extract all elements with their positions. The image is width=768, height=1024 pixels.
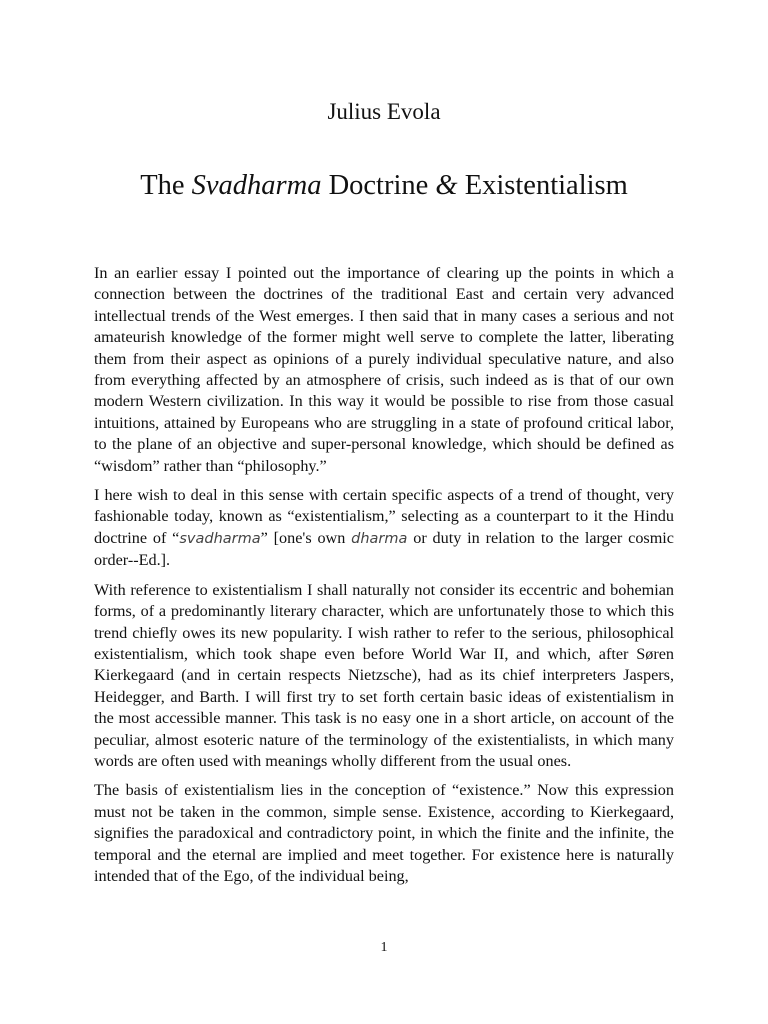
paragraph-4: The basis of existentialism lies in the conception of “existence.” Now this expression must not be taken in the common, simple sense. Existence, according to Kierkegaard, signifies the paradoxical and contradictory point, in which the finite and the infinite, the temporal and the eternal are implied and meet together. For existence here is naturally intended that of the Ego, of the individual being, (94, 781, 674, 885)
author-name: Julius Evola (327, 99, 441, 124)
title-part-svadharma: Svadharma (191, 170, 322, 201)
title-ampersand: & (435, 170, 458, 201)
paragraph-2-text-a: I here wish to deal in this sense with certain specific aspects of a trend of thought, very fashionable today, known as “existentialism,” selecting as a counterpart to it the Hindu doctrine of “ (94, 486, 674, 547)
paragraph-3: With reference to existentialism I shall naturally not consider its eccentric and bohemian forms, of a predominantly literary character, which are unfortunately those to which this trend chiefly owes its new popularity. I wish rather to refer to the serious, philosophical existentialism, which took shape even before World War II, and which, after Søren Kierkegaard (and in certain respects Nietzsche), had as its chief interpreters Jaspers, Heidegger, and Barth. I will first try to set forth certain basic ideas of existentialism in the most accessible manner. This task is no easy one in a short article, on account of the peculiar, almost esoteric nature of the terminology of the existentialists, in which many words are often used with meanings wholly different from the usual ones. (94, 580, 674, 770)
paragraph-1: In an earlier essay I pointed out the importance of clearing up the points in which a connection between the doctrines of the traditional East and certain very advanced intellectual trends of the West emerges. I then said that in many cases a serious and not amateurish knowledge of the former might well serve to complete the latter, liberating them from their aspect as opinions of a purely individual speculative nature, and also from everything affected by an atmosphere of crisis, such indeed as is that of our own modern Western civilization. In this way it would be possible to rise from those casual intuitions, attained by Europeans who are struggling in a state of profound critical labor, to the plane of an objective and super-personal knowledge, which should be defined as “wisdom” rather than “philosophy.” (94, 264, 674, 475)
title-part-existentialism: Existentialism (457, 170, 628, 201)
title-part-doctrine: Doctrine (321, 170, 436, 201)
paragraph-2-text-c: or duty in relation to the larger cosmic order--Ed.]. (94, 528, 674, 570)
paragraph-2-text-b: ” [one's own (260, 528, 352, 547)
body-text (94, 263, 674, 895)
page-number: 1 (380, 940, 388, 955)
document-title (0, 168, 768, 204)
title-part-the: The (140, 170, 192, 201)
term-svadharma: svadharma (179, 530, 261, 547)
term-dharma: dharma (351, 530, 408, 547)
paragraph-2 (94, 485, 674, 572)
